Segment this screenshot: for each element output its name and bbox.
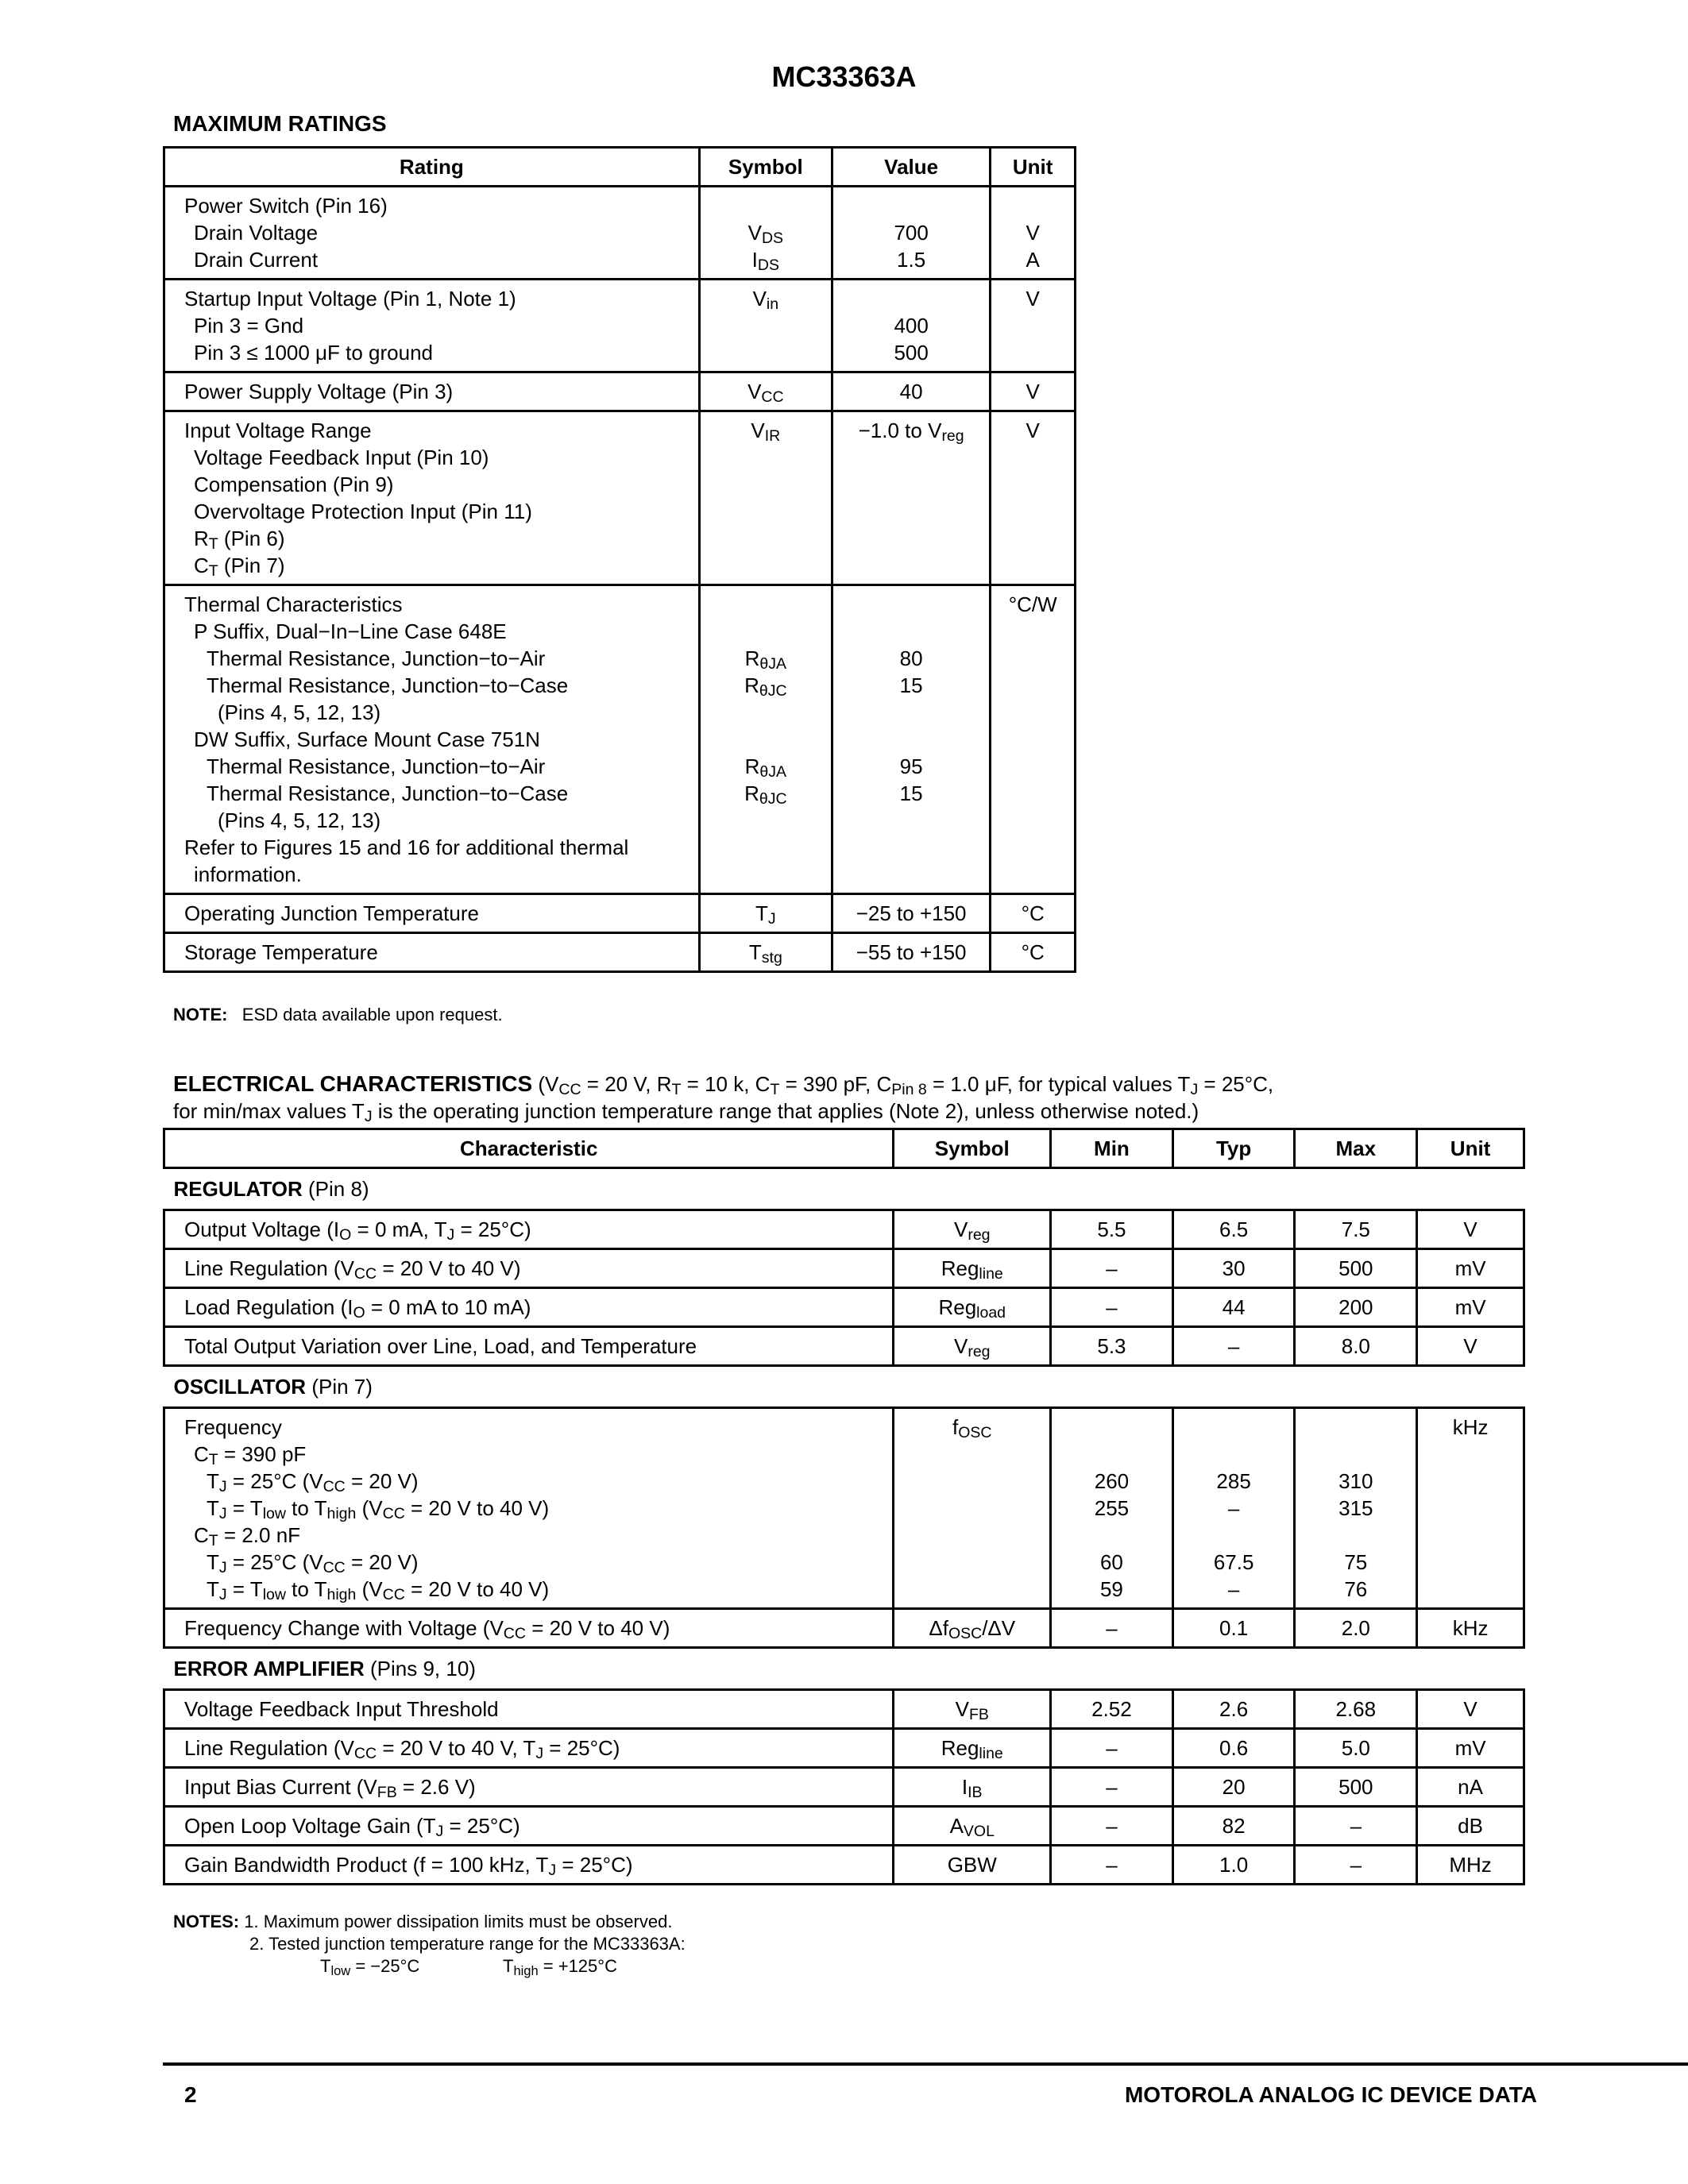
unit: V: [1026, 287, 1040, 311]
symbol: $T_{stg}$: [748, 940, 782, 967]
table-row: Frequency $C_T = 390$ pF $T_J = 25^\circ C$ ($V_{CC} = 20$ V) $T_J = T_{low}$ to $T_{high}$ ($V_{CC} = 20$ V to 40 V) $C_T = 2.0$ nF $T_J = 25^\circ C$ ($V_{CC} = 20$ V) $T_J = T_{low}$ to $T_{high}$ ($V_{CC} = 20$ V to 40 V) $f_{OSC}$ 260 255 60 59 285 – 67.5 – 310 315 75 76 kHz: [164, 1408, 1524, 1609]
rating-label: Overvoltage Protection Input (Pin 11): [194, 500, 532, 523]
electrical-notes: [173, 1911, 686, 1978]
table-row: [164, 187, 1076, 280]
note-1: 1. Maximum power dissipation limits must be observed.: [244, 1912, 673, 1931]
value: 500: [894, 341, 929, 365]
rating-label: Thermal Characteristics: [184, 592, 403, 616]
unit: °C: [1021, 940, 1045, 964]
max-ratings-note: [173, 1005, 503, 1025]
table-row: Voltage Feedback Input Threshold $V_{FB}$ 2.52 2.6 2.68 V: [164, 1690, 1524, 1729]
page-title: MC33363A: [771, 60, 917, 93]
header-rating: Rating: [164, 148, 700, 187]
group-header-oscillator: OSCILLATOR (Pin 7): [164, 1366, 1524, 1408]
footer-publication: MOTOROLA ANALOG IC DEVICE DATA: [1124, 2082, 1537, 2107]
tlow-value: $T_{low} = -25^\circ C$: [320, 1956, 420, 1978]
table-row: Gain Bandwidth Product (f = 100 kHz, $T_J = 25^\circ C$) GBW – 1.0 – MHz: [164, 1846, 1524, 1885]
header-unit: Unit: [1417, 1129, 1524, 1168]
rating-label: Power Supply Voltage (Pin 3): [184, 380, 454, 403]
note-text: ESD data available upon request.: [241, 1005, 503, 1024]
table-row: [164, 933, 1076, 972]
table-row: Line Regulation ($V_{CC} = 20$ V to 40 V, $T_J = 25^\circ C$) Reg$_{line}$ – 0.6 5.0 mV: [164, 1729, 1524, 1768]
header-max: Max: [1295, 1129, 1417, 1168]
table-row: [164, 585, 1076, 894]
table-row: Total Output Variation over Line, Load, and Temperature $V_{reg}$ 5.3 – 8.0 V: [164, 1327, 1524, 1366]
rating-label: Operating Junction Temperature: [184, 901, 479, 925]
header-characteristic: Characteristic: [164, 1129, 894, 1168]
value: 80: [899, 646, 923, 670]
symbol: $R_{\theta JC}$: [744, 781, 787, 808]
symbol: $R_{\theta JC}$: [744, 673, 787, 700]
electrical-conditions: ELECTRICAL CHARACTERISTICS ($V_{CC} = 20$ V, $R_T = 10$ k, $C_T = 390$ pF, $C_{Pin 8} = 1.0$ μF, for typical values $T_J = 25^\circ C$, for min/max values $T_J$ is the operating junction temperature range that applies (Note 2), unless otherwise noted.): [173, 1071, 1274, 1125]
rating-label: Thermal Resistance, Junction−to−Case: [207, 781, 569, 805]
group-header-regulator: REGULATOR (Pin 8): [164, 1168, 1524, 1210]
rating-label: DW Suffix, Surface Mount Case 751N: [194, 727, 540, 751]
rating-label: Thermal Resistance, Junction−to−Case: [207, 673, 569, 697]
value: 15: [899, 673, 923, 697]
group-header-error-amplifier: ERROR AMPLIFIER (Pins 9, 10): [164, 1648, 1524, 1690]
symbol: $V_{in}$: [752, 287, 779, 313]
unit: V: [1026, 419, 1040, 442]
unit: °C/W: [1008, 592, 1057, 616]
unit: A: [1026, 248, 1040, 272]
symbol: $V_{DS}$: [747, 221, 784, 247]
rating-label: Thermal Resistance, Junction−to−Air: [207, 646, 546, 670]
table-row: [164, 280, 1076, 372]
rating-label: Power Switch (Pin 16): [184, 194, 388, 218]
rating-label: Voltage Feedback Input (Pin 10): [194, 446, 489, 469]
notes-label: NOTES:: [173, 1912, 240, 1931]
value: 40: [899, 380, 923, 403]
value: −55 to +150: [856, 940, 967, 964]
table-row: Load Regulation ($I_O = 0$ mA to 10 mA) Reg$_{load}$ – 44 200 mV: [164, 1288, 1524, 1327]
header-symbol: Symbol: [699, 148, 832, 187]
table-row: [164, 372, 1076, 411]
value: 700: [894, 221, 929, 245]
rating-label: Refer to Figures 15 and 16 for additional thermal: [184, 835, 629, 859]
table-row: Open Loop Voltage Gain $(T_J = 25^\circ C)$ $A_{VOL}$ – 82 – dB: [164, 1807, 1524, 1846]
rating-label: Storage Temperature: [184, 940, 378, 964]
value: 95: [899, 754, 923, 778]
footer-divider: [163, 2062, 1688, 2066]
table-row: Input Bias Current ($V_{FB} = 2.6$ V) $I_{IB}$ – 20 500 nA: [164, 1768, 1524, 1807]
value: −25 to +150: [856, 901, 967, 925]
symbol: $V_{CC}$: [747, 380, 784, 406]
header-value: Value: [832, 148, 990, 187]
symbol: $I_{DS}$: [751, 248, 779, 274]
note-2: 2. Tested junction temperature range for the MC33363A:: [249, 1934, 686, 1954]
symbol: $T_J$: [755, 901, 776, 928]
unit: V: [1026, 221, 1040, 245]
rating-label: Pin 3 = Gnd: [194, 314, 304, 338]
table-row: [164, 411, 1076, 585]
rating-label: Drain Voltage: [194, 221, 319, 245]
rating-label: Startup Input Voltage (Pin 1, Note 1): [184, 287, 516, 311]
rating-label: Input Voltage Range: [184, 419, 372, 442]
max-ratings-title: MAXIMUM RATINGS: [173, 111, 387, 136]
rating-label: Pin 3 ≤ 1000 μF to ground: [194, 341, 433, 365]
note-label: NOTE:: [173, 1005, 228, 1024]
table-row: [164, 894, 1076, 933]
symbol: $V_{IR}$: [751, 419, 781, 445]
unit: °C: [1021, 901, 1045, 925]
header-symbol: Symbol: [894, 1129, 1051, 1168]
electrical-table: [163, 1128, 1525, 1885]
rating-label: P Suffix, Dual−In−Line Case 648E: [194, 619, 507, 643]
header-min: Min: [1051, 1129, 1173, 1168]
value: 400: [894, 314, 929, 338]
rating-label: $R_T$ (Pin 6): [194, 527, 285, 553]
rating-label: (Pins 4, 5, 12, 13): [218, 700, 381, 724]
header-typ: Typ: [1172, 1129, 1295, 1168]
rating-label: Drain Current: [194, 248, 319, 272]
max-ratings-table: [163, 146, 1076, 973]
value: 1.5: [897, 248, 926, 272]
rating-label: $C_T$ (Pin 7): [194, 554, 285, 580]
symbol: $R_{\theta JA}$: [744, 646, 787, 673]
electrical-title: ELECTRICAL CHARACTERISTICS: [173, 1071, 533, 1096]
value: 15: [899, 781, 923, 805]
rating-label: Compensation (Pin 9): [194, 473, 394, 496]
rating-label: information.: [194, 862, 302, 886]
unit: V: [1026, 380, 1040, 403]
symbol: $R_{\theta JA}$: [744, 754, 787, 781]
table-row: Line Regulation ($V_{CC} = 20$ V to 40 V) Reg$_{line}$ – 30 500 mV: [164, 1249, 1524, 1288]
table-header-row: [164, 148, 1076, 187]
header-unit: Unit: [991, 148, 1076, 187]
table-row: Output Voltage ($I_O = 0$ mA, $T_J = 25^\circ C$) $V_{reg}$ 5.5 6.5 7.5 V: [164, 1210, 1524, 1249]
rating-label: Thermal Resistance, Junction−to−Air: [207, 754, 546, 778]
rating-label: (Pins 4, 5, 12, 13): [218, 808, 381, 832]
table-header-row: [164, 1129, 1524, 1168]
thigh-value: $T_{high} = +125^\circ C$: [503, 1956, 617, 1978]
value: −1.0 to $V_{reg}$: [858, 419, 964, 445]
page-number: 2: [184, 2082, 197, 2107]
table-row: Frequency Change with Voltage ($V_{CC} = 20$ V to 40 V) $\Delta f_{OSC}/\Delta V$ – 0.1 2.0 kHz: [164, 1609, 1524, 1648]
